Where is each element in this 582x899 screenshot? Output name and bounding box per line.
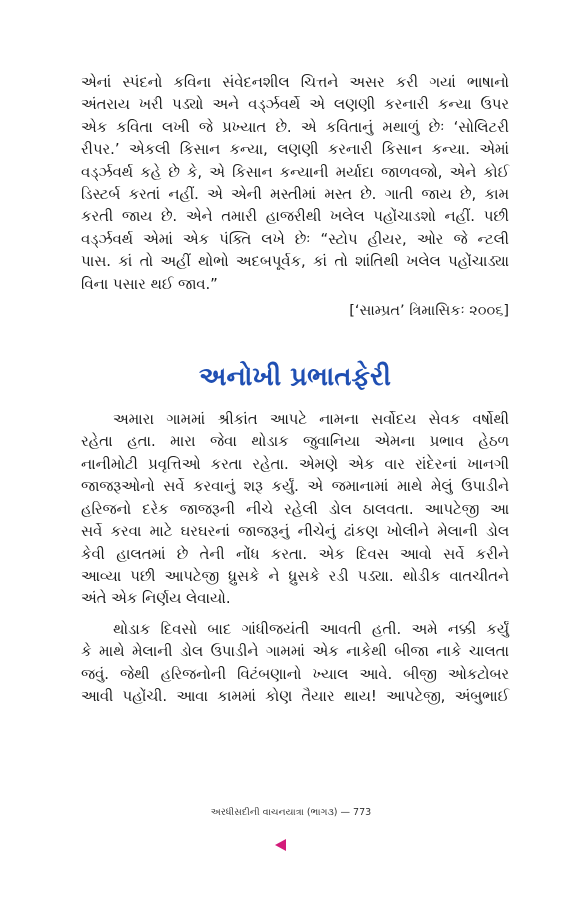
text-line: જવું. જેથી હરિજનોની વિટંબણાનો ખ્યાલ આવે. બીજી ઓકટોબર bbox=[81, 665, 509, 683]
text-line: નાનીમોટી પ્રવૃત્તિઓ કરતા રહેતા. એમણે એક વાર રાંદેરનાં ખાનગી bbox=[81, 455, 509, 473]
text-line: વર્ડ્ઝવર્થ એમાં એક પંક્તિ લખે છેઃ “સ્ટોપ હીયર, ઓર જે ન્ટલી bbox=[81, 230, 509, 248]
text-line: કેવી હાલતમાં છે તેની નોંધ કરતા. એક દિવસ આવો સર્વે કરીને bbox=[81, 545, 509, 563]
text-line: સર્વે કરવા માટે ઘરઘરનાં જાજરૂનું નીચેનું ઢાંકણ ખોલીને મેલાની ડોલ bbox=[81, 523, 509, 541]
text-line: એનાં સ્પંદનો કવિના સંવેદનશીલ ચિત્તને અસર કરી ગયાં ભાષાનો bbox=[81, 74, 509, 91]
text-line: રીપર.’ એકલી કિસાન કન્યા, લણણી કરનારી કિસાન કન્યા. એમાં bbox=[81, 141, 509, 159]
paragraph-2 bbox=[81, 409, 509, 611]
paragraph-1 bbox=[81, 72, 509, 296]
page-body bbox=[81, 72, 509, 708]
text-line: અંતે એક નિર્ણય લેવાયો. bbox=[81, 590, 231, 608]
text-line: આવ્યા પછી આપટેજી ધ્રુસકે ને ધ્રુસકે રડી પડ્યા. થોડીક વાતચીતને bbox=[81, 567, 509, 585]
text-line: કે માથે મેલાની ડોલ ઉપાડીને ગામમાં એક નાકેથી બીજા નાકે ચાલતા bbox=[81, 643, 509, 661]
text-line: આવી પહોંચી. આવા કામમાં કોણ તૈયાર થાય! આપટેજી, અંબુભાઈ bbox=[81, 687, 509, 705]
text-line: થોડાક દિવસો બાદ ગાંધીજયંતી આવતી હતી. અમે નક્કી કર્યું bbox=[113, 620, 509, 638]
text-line: વર્ડ્ઝવર્થ કહે છે કે, એ કિસાન કન્યાની મર્યાદા જાળવજો, એને કોઈ bbox=[81, 163, 509, 181]
text-line: ડિસ્ટર્બ કરતાં નહીં. એ એની મસ્તીમાં મસ્ત છે. ગાતી જાય છે, કામ bbox=[81, 186, 509, 204]
text-line: રહેતા હતા. મારા જેવા થોડાક જુવાનિયા એમના પ્રભાવ હેઠળ bbox=[81, 433, 509, 451]
text-line: અંતરાય ખરી પડ્યો અને વર્ડ્ઝવર્થે એ લણણી કરનારી કન્યા ઉપર bbox=[81, 96, 509, 114]
previous-page-arrow-icon[interactable] bbox=[275, 839, 286, 851]
source-citation: [‘સામ્પ્રત’ ત્રિમાસિકઃ ૨૦૦૬] bbox=[349, 303, 509, 320]
page-footer: અરધીસદીની વાચનયાત્રા (ભાગ૩) — 773 bbox=[210, 807, 372, 818]
text-line: કરતી જાય છે. એને તમારી હાજરીથી ખલેલ પહોંચાડશો નહીં. પછી bbox=[81, 208, 509, 226]
text-line: અમારા ગામમાં શ્રીકાંત આપટે નામના સર્વોદય સેવક વર્ષોથી bbox=[113, 411, 509, 429]
text-line: એક કવિતા લખી જે પ્રખ્યાત છે. એ કવિતાનું મથાળું છેઃ ‘સોલિટરી bbox=[81, 118, 509, 136]
text-line: વિના પસાર થઈ જાવ.” bbox=[81, 275, 218, 293]
text-line: પાસ. કાં તો અહીં થોભો અદબપૂર્વક, કાં તો શાંતિથી ખલેલ પહોંચાડ્યા bbox=[81, 253, 509, 271]
paragraph-3 bbox=[81, 619, 509, 709]
article-title: અનોખી પ્રભાતફેરી bbox=[199, 362, 391, 393]
text-line: હરિજનો દરેક જાજરૂની નીચે રહેલી ડોલ ઠાલવતા. આપટેજી આ bbox=[81, 500, 509, 518]
text-line: જાજરૂઓનો સર્વે કરવાનું શરૂ કર્યું. એ જમાનામાં માથે મેલું ઉપાડીને bbox=[81, 478, 509, 496]
